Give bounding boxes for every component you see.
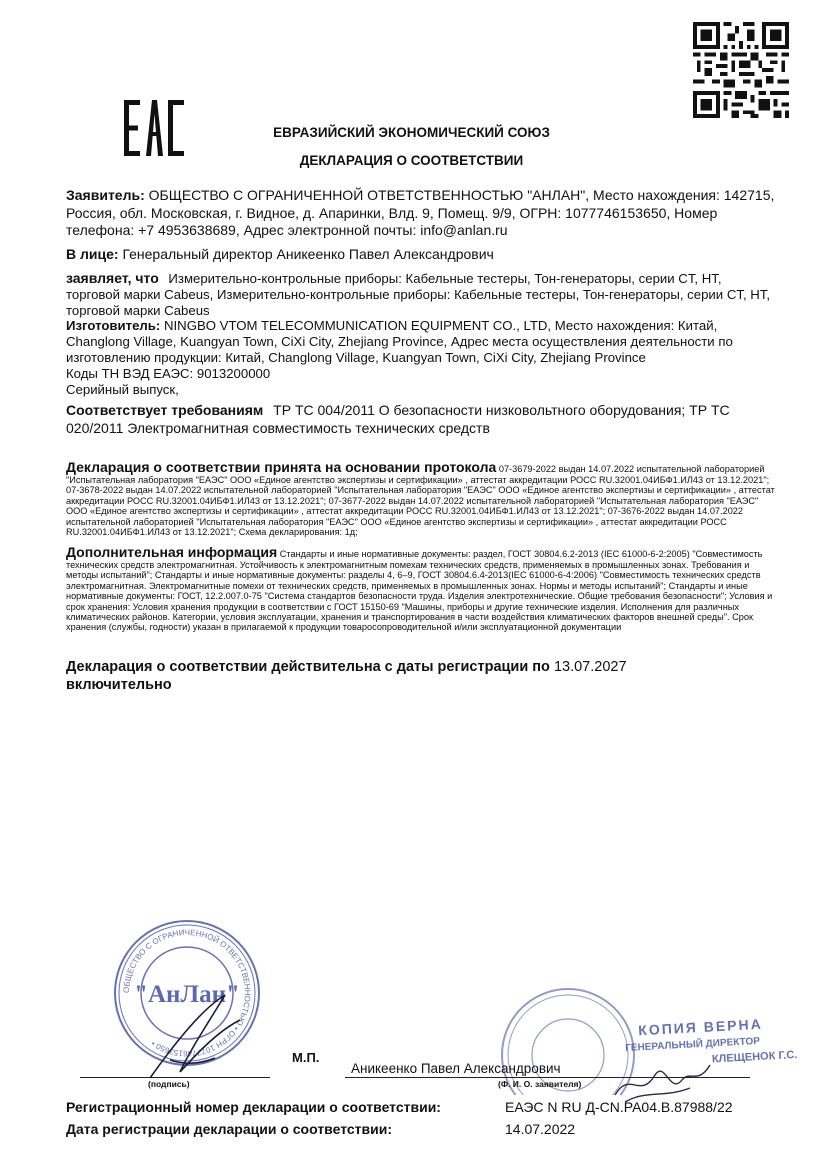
additional-label: Дополнительная информация	[66, 544, 278, 560]
validity-label: Декларация о соответствии действительна с даты регистрации по	[66, 659, 550, 675]
signature-line	[80, 1077, 270, 1078]
registration-number-value: ЕАЭС N RU Д-CN.PA04.B.87988/22	[505, 1099, 733, 1115]
validity-date: 13.07.2027	[553, 659, 627, 675]
additional-text: Стандарты и иные нормативные документы: раздел, ГОСТ 30804.6.2-2013 (IEC 61000-6-2:2005) "Совместимость технических средств электромагнитная. Устойчивость к электромагнитным помехам технических средств, применяемых в промышленных зонах. Требования и методы испытаний"; Стандарты и иные нормативные документы: разделы 4, 6–9, ГОСТ 30804.6.4-2013(IEC 61000-6-4:2006) "Совместимость технических средств электромагнитная. Электромагнитные помехи от технических средств, применяемых в промышленных зонах. Нормы и методы испытаний"; Стандарты и иные нормативные документы: ГОСТ, 12.2.007.0-75 "Система стандартов безопасности труда. Изделия электротехнические. Общие требования безопасности"; Условия и срок хранения: Условия хранения продукции в соответствии с ГОСТ 15150-69 "Машины, приборы и другие технические изделия. Исполнения для различных климатических районов. Категории, условия эксплуатации, хранения и транспортирования в части воздействия климатических факторов внешней среды". Срок хранения (службы, годности) указан в прилагаемой к продукции товаросопроводительной и/или эксплуатационной документации	[66, 549, 773, 633]
person-text: Генеральный директор Аникеенко Павел Александрович	[122, 246, 494, 262]
applicant-block	[66, 187, 778, 240]
registration-date-value: 14.07.2022	[505, 1121, 576, 1137]
signer-name: Аникеенко Павел Александрович	[351, 1061, 561, 1076]
additional-block	[66, 545, 778, 633]
basis-text: 07-3679-2022 выдан 14.07.2022 испытательной лабораторией "Испытательная лаборатория "ЕАЭС" ООО «Единое агентство экспертизы и сертификации» , аттестат аккредитации РОСС RU.32001.04ИБФ1.ИЛ43 от 13.12.2021"; 07-3678-2022 выдан 14.07.2022 испытательной лабораторией "Испытательная лаборатория "ЕАЭС" ООО «Единое агентство экспертизы и сертификации» , аттестат аккредитации РОСС RU.32001.04ИБФ1.ИЛ43 от 13.12.2021"; 07-3677-2022 выдан 14.07.2022 испытательной лабораторией "Испытательная лаборатория "ЕАЭС" ООО «Единое агентство экспертизы и сертификации» , аттестат аккредитации РОСС RU.32001.04ИБФ1.ИЛ43 от 13.12.2021"; 07-3676-2022 выдан 14.07.2022 испытательной лабораторией "Испытательная лаборатория "ЕАЭС" ООО «Единое агентство экспертизы и сертификации» , аттестат аккредитации РОСС RU.32001.04ИБФ1.ИЛ43 от 13.12.2021"; Схема декларирования: 1д;	[66, 464, 775, 538]
name-caption: (Ф. И. О. заявителя)	[498, 1079, 582, 1089]
declares-text: Измерительно-контрольные приборы: Кабельные тестеры, Тон-генераторы, серии CT, HT, торговой марки Cabeus, Измерительно-контрольные приборы: Кабельные тестеры, Тон-генераторы, серии CT, HT, торговой марки Cabeus	[66, 271, 771, 318]
conforms-label: Соответствует требованиям	[66, 402, 264, 418]
manufacturer-text: NINGBO VTOM TELECOMMUNICATION EQUIPMENT CO., LTD, Место нахождения: Китай, Changlong Village, Kuangyan Town, CiXi City, Zhejiang Province, Адрес места осуществления деятельности по изготовлению продукции: Китай, Changlong Village, Kuangyan Town, CiXi City, Zhejiang Province	[66, 318, 733, 365]
registration-number-label: Регистрационный номер декларации о соответствии:	[66, 1099, 441, 1115]
person-block	[66, 246, 778, 264]
person-label: В лице:	[66, 246, 119, 262]
manufacturer-label: Изготовитель:	[66, 318, 161, 333]
conforms-block	[66, 402, 778, 437]
copy-stamp-role: ГЕНЕРАЛЬНЫЙ ДИРЕКТОР	[624, 1035, 761, 1054]
declares-label: заявляет, что	[66, 270, 159, 286]
name-line	[345, 1077, 750, 1078]
signature-applicant-icon	[140, 990, 250, 1085]
validity-block	[66, 659, 706, 694]
copy-stamp-title: КОПИЯ ВЕРНА	[637, 1015, 764, 1039]
basis-block	[66, 460, 778, 537]
union-heading: ЕВРАЗИЙСКИЙ ЭКОНОМИЧЕСКИЙ СОЮЗ	[273, 125, 550, 140]
signature-caption: (подпись)	[148, 1079, 190, 1089]
conforms-text: ТР ТС 004/2011 О безопасности низковольтного оборудования; ТР ТС 020/2011 Электромагнитная совместимость технических средств	[66, 402, 730, 436]
manufacturer-block	[66, 318, 778, 366]
document-title: ДЕКЛАРАЦИЯ О СООТВЕТСТВИИ	[299, 153, 524, 168]
mp-label: М.П.	[292, 1050, 320, 1065]
declares-block	[66, 270, 778, 319]
registration-date-label: Дата регистрации декларации о соответствии:	[66, 1121, 392, 1137]
applicant-text: ОБЩЕСТВО С ОГРАНИЧЕННОЙ ОТВЕТСТВЕННОСТЬЮ "АНЛАН", Место нахождения: 142715, Россия, обл. Московская, г. Видное, д. Апаринки, Влд. 9, Помещ. 9/9, ОГРН: 1077746153650, Номер телефона: +7 4953638689, Адрес электронной почты: info@anlan.ru	[66, 187, 775, 238]
anlan-seal-center-text: "АнЛан"	[134, 981, 240, 1008]
anlan-seal-ring-text: ОБЩЕСТВО С ОГРАНИЧЕННОЙ ОТВЕТСТВЕННОСТЬЮ • ОГРН 1077746153650 •	[121, 927, 253, 1059]
applicant-label: Заявитель:	[66, 187, 145, 203]
validity-suffix: включительно	[66, 676, 172, 693]
copy-stamp-name: КЛЕЩЕНОК Г.С.	[711, 1048, 798, 1066]
codes-line: Коды ТН ВЭД ЕАЭС: 9013200000	[66, 366, 271, 381]
serial-line: Серийный выпуск,	[66, 382, 179, 397]
basis-label: Декларация о соответствии принята на основании протокола	[66, 459, 497, 475]
qr-code-icon	[693, 22, 789, 118]
